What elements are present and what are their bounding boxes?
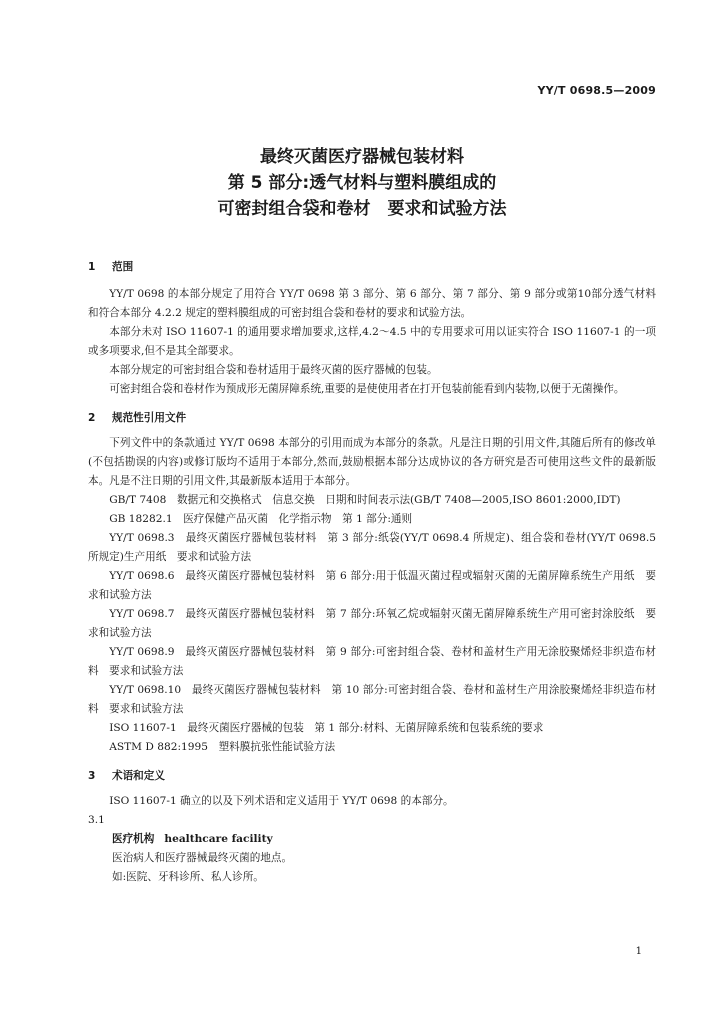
- section-title: 术语和定义: [112, 770, 165, 782]
- reference-item: YY/T 0698.3 最终灭菌医疗器械包装材料 第 3 部分:纸袋(YY/T 0698.4 所规定)、组合袋和卷材(YY/T 0698.5 所规定)生产用纸 要求和试验方法: [88, 532, 656, 563]
- reference-item: GB 18282.1 医疗保健产品灭菌 化学指示物 第 1 部分:通则: [109, 513, 413, 525]
- term-example: 如:医院、牙科诊所、私人诊所。: [112, 871, 264, 883]
- section-number: 2: [88, 412, 96, 424]
- reference-list: [88, 434, 656, 757]
- reference-item: YY/T 0698.7 最终灭菌医疗器械包装材料 第 7 部分:环氧乙烷或辐射灭菌无菌屏障系统生产用可密封涂胶纸 要求和试验方法: [88, 608, 656, 639]
- reference-item: YY/T 0698.9 最终灭菌医疗器械包装材料 第 9 部分:可密封组合袋、卷材和盖材生产用无涂胶聚烯烃非织造布材料 要求和试验方法: [88, 646, 656, 677]
- reference-item: YY/T 0698.6 最终灭菌医疗器械包装材料 第 6 部分:用于低温灭菌过程或辐射灭菌的无菌屏障系统生产用纸 要求和试验方法: [88, 570, 656, 601]
- reference-item: ASTM D 882:1995 塑料膜抗张性能试验方法: [109, 741, 336, 753]
- term-name-en: healthcare facility: [164, 833, 273, 845]
- section-number: 3: [88, 770, 96, 782]
- section-scope-body: [88, 279, 656, 399]
- title-line-3: 可密封组合袋和卷材 要求和试验方法: [217, 199, 507, 219]
- section-number: 1: [88, 261, 96, 273]
- title-line-1: 最终灭菌医疗器械包装材料: [260, 147, 464, 167]
- term-number: 3.1: [88, 814, 105, 826]
- reference-item: ISO 11607-1 最终灭菌医疗器械的包装 第 1 部分:材料、无菌屏障系统和包装系统的要求: [109, 722, 544, 734]
- standard-number: YY/T 0698.5—2009: [537, 84, 656, 97]
- paragraph: 本部分未对 ISO 11607-1 的通用要求增加要求,这样,4.2～4.5 中的专用要求可用以证实符合 ISO 11607-1 的一项或多项要求,但不是其全部要求。: [88, 326, 656, 357]
- document-title: [0, 144, 724, 222]
- paragraph: ISO 11607-1 确立的以及下列术语和定义适用于 YY/T 0698 的本部分。: [109, 795, 454, 807]
- section-heading-normative-references: [88, 409, 656, 428]
- term-name-zh: 医疗机构: [112, 833, 155, 845]
- paragraph: YY/T 0698 的本部分规定了用符合 YY/T 0698 第 3 部分、第 6 部分、第 7 部分、第 9 部分或第10部分透气材料和符合本部分 4.2.2 规定的塑料膜组成的可密封组合袋和卷材的要求和试验方法。: [88, 288, 656, 319]
- document-body: [88, 258, 656, 887]
- section-title: 规范性引用文件: [112, 412, 187, 424]
- page-number: 1: [635, 946, 642, 957]
- title-line-2: 第 5 部分:透气材料与塑料膜组成的: [227, 173, 497, 193]
- term-name: [88, 830, 656, 849]
- section-heading-scope: [88, 258, 656, 277]
- reference-item: YY/T 0698.10 最终灭菌医疗器械包装材料 第 10 部分:可密封组合袋、卷材和盖材生产用涂胶聚烯烃非织造布材料 要求和试验方法: [88, 684, 656, 715]
- section-heading-terms: [88, 767, 656, 786]
- paragraph: 下列文件中的条款通过 YY/T 0698 本部分的引用而成为本部分的条款。凡是注日期的引用文件,其随后所有的修改单(不包括勘误的内容)或修订版均不适用于本部分,然而,鼓励根据本部分达成协议的各方研究是否可使用这些文件的最新版本。凡是不注日期的引用文件,其最新版本适用于本部分。: [88, 437, 656, 487]
- paragraph: 本部分规定的可密封组合袋和卷材适用于最终灭菌的医疗器械的包装。: [109, 364, 438, 376]
- section-title: 范围: [112, 261, 134, 273]
- paragraph: 可密封组合袋和卷材作为预成形无菌屏障系统,重要的是使使用者在打开包装前能看到内装物,以便于无菌操作。: [109, 383, 625, 395]
- term-definition: 医治病人和医疗器械最终灭菌的地点。: [112, 852, 293, 864]
- reference-item: GB/T 7408 数据元和交换格式 信息交换 日期和时间表示法(GB/T 7408—2005,ISO 8601:2000,IDT): [109, 494, 621, 506]
